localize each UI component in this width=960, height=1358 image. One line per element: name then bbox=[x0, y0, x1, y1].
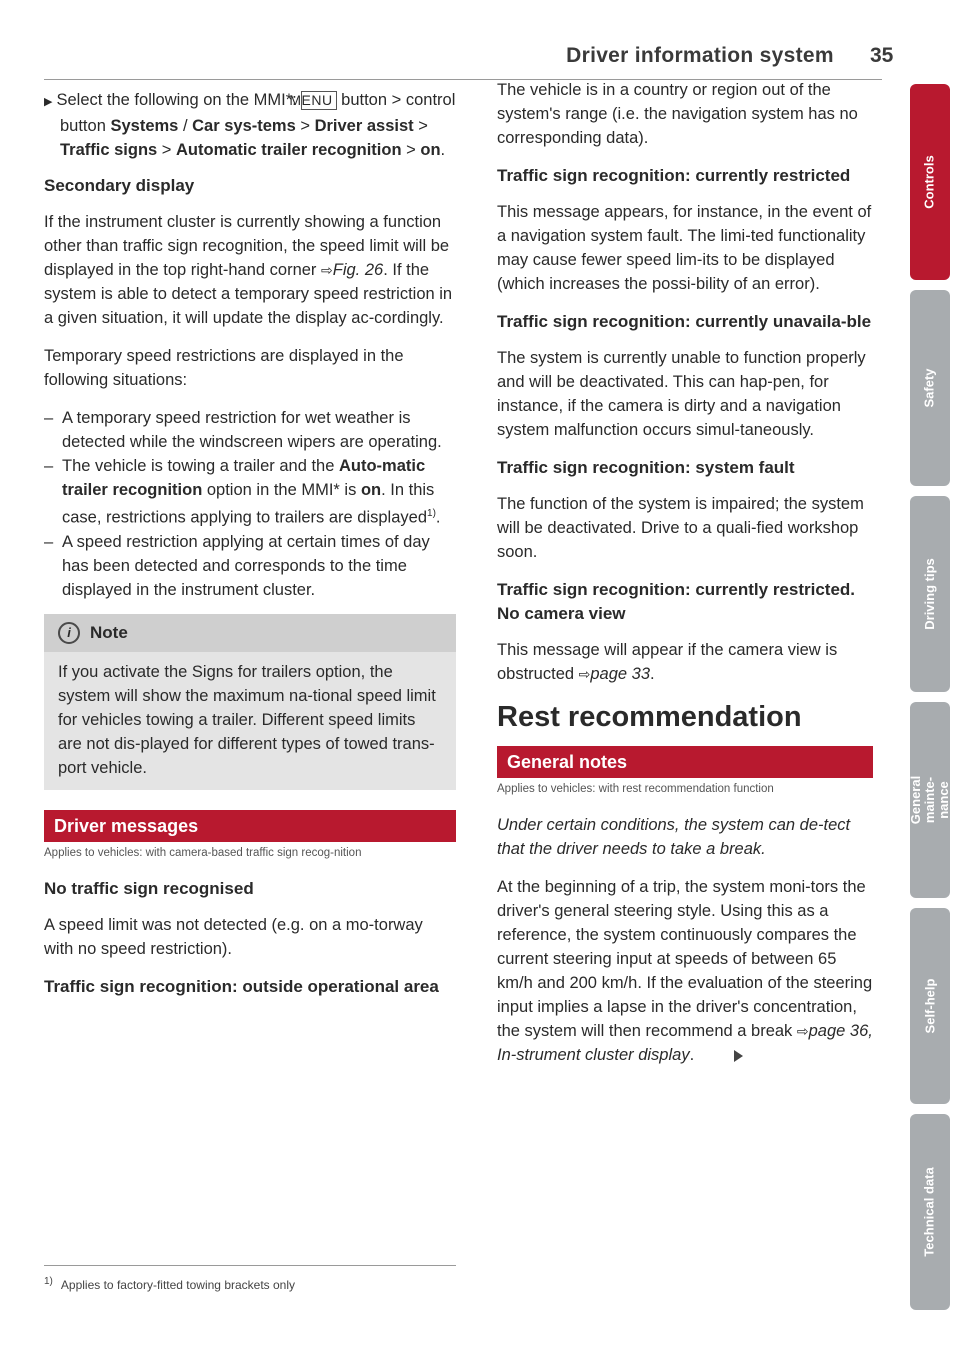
tab-safety[interactable]: Safety bbox=[910, 290, 950, 486]
message-text: The system is currently unable to function properly and will be deactivated. This can hap-pen, for instance, if the camera is dirty and a navigation system malfunction occurs simul-taneously. bbox=[497, 349, 866, 439]
right-column bbox=[497, 78, 873, 1081]
footnote-divider bbox=[44, 1265, 456, 1266]
message-title: No traffic sign recognised bbox=[44, 878, 254, 898]
driver-messages-applies: Applies to vehicles: with camera-based traffic sign recog-nition bbox=[44, 846, 362, 859]
note-text: If you activate the Signs for trailers option, the system will show the maximum na-tional speed limit for vehicles towing a trailer. Different speed limits are not dis-played for different types of towed trans-port vehicle. bbox=[58, 662, 436, 777]
tab-self-help[interactable]: Self-help bbox=[910, 908, 950, 1104]
menu-key: MENU bbox=[301, 91, 336, 110]
message-text: This message will appear if the camera view is obstructed ⇨page 33. bbox=[497, 641, 838, 683]
reference-arrow-icon: ⇨ bbox=[578, 666, 591, 682]
list-item: – A speed restriction applying at certain times of day has been detected and corresponds to the time displayed in the instrument cluster. bbox=[44, 530, 456, 602]
info-icon: i bbox=[58, 622, 80, 644]
message-text: The function of the system is impaired; the system will be deactivated. Drive to a quali-fied workshop soon. bbox=[497, 495, 864, 561]
driver-messages-heading: Driver messages bbox=[44, 810, 456, 842]
footnote-marker: 1) bbox=[427, 508, 436, 519]
continue-arrow-icon bbox=[734, 1050, 743, 1062]
footnote: $^{1)}$ Applies to factory-fitted towing brackets only bbox=[44, 1276, 296, 1292]
list-item: – The vehicle is towing a trailer and the Auto-matic trailer recognition option in the MMI* is on. In this case, restrictions applying to trailers are displayed$^{1)}$. bbox=[44, 454, 456, 530]
general-notes-intro: Under certain conditions, the system can de-tect that the driver needs to take a break. bbox=[497, 816, 851, 858]
message-title: Traffic sign recognition: currently restricted. No camera view bbox=[497, 580, 856, 623]
list-item: – A temporary speed restriction for wet weather is detected while the windscreen wipers are operating. bbox=[44, 406, 456, 454]
reference-arrow-icon: ⇨ bbox=[796, 1023, 809, 1039]
tab-technical-data[interactable]: Technical data bbox=[910, 1114, 950, 1310]
tab-general-maintenance[interactable]: General mainte-nance bbox=[910, 702, 950, 898]
page-number: 35 bbox=[870, 44, 894, 67]
message-text: This message appears, for instance, in the event of a navigation system fault. The limi-ted functionality may cause fewer speed lim-its to be displayed (which increases the possi-bility of an error). bbox=[497, 203, 872, 293]
temporary-restrictions-intro: Temporary speed restrictions are displayed in the following situations: bbox=[44, 347, 404, 389]
note-label: Note bbox=[90, 622, 128, 642]
figure-reference-link[interactable]: Fig. 26 bbox=[332, 261, 384, 279]
secondary-display-text: If the instrument cluster is currently showing a function other than traffic sign recognition, the speed limit will be displayed in the top right-hand corner ⇨Fig. 26. If the system is able to detect a temporary speed restriction in a given situation, it will update the display ac-cordingly. bbox=[44, 213, 453, 327]
secondary-display-heading: Secondary display bbox=[44, 176, 195, 195]
note-box bbox=[44, 614, 456, 790]
general-notes-heading: General notes bbox=[497, 746, 873, 778]
section-heading: Rest recommendation bbox=[497, 701, 802, 733]
message-title: Traffic sign recognition: system fault bbox=[497, 458, 795, 477]
message-title: Traffic sign recognition: currently unavaila-ble bbox=[497, 312, 872, 331]
tab-controls[interactable]: Controls bbox=[910, 84, 950, 280]
message-text: A speed limit was not detected (e.g. on a mo-torway with no speed restriction). bbox=[44, 915, 423, 958]
page-header-title: Driver information system bbox=[566, 44, 834, 67]
page-reference-link[interactable]: page 36, In-strument cluster display bbox=[497, 1022, 873, 1064]
message-title: Traffic sign recognition: outside operational area bbox=[44, 976, 439, 996]
mmi-instruction: ▶ Select the following on the MMI*: MENU button > control button Systems / Car sys-tems > Driver assist > Traffic signs > Automatic trailer recognition > on. bbox=[44, 91, 456, 159]
tab-driving-tips[interactable]: Driving tips bbox=[910, 496, 950, 692]
page-reference-link[interactable]: page 33 bbox=[590, 665, 651, 683]
arrow-right-icon: ▶ bbox=[44, 96, 53, 108]
message-title: Traffic sign recognition: currently restricted bbox=[497, 166, 851, 185]
general-notes-text: At the beginning of a trip, the system moni-tors the driver's general steering style. Using this as a reference, the system continuously compares the current steering input at speeds of between 65 km/h and 200 km/h. If the evaluation of the steering input implies a lapse in the driver's concentration, the system will then recommend a break ⇨page 36, In-strument cluster display. bbox=[497, 878, 873, 1064]
general-notes-applies: Applies to vehicles: with rest recommendation function bbox=[497, 783, 774, 795]
reference-arrow-icon: ⇨ bbox=[321, 262, 333, 278]
restriction-list bbox=[44, 406, 456, 602]
message-text: The vehicle is in a country or region out of the system's range (i.e. the navigation system has no corresponding data). bbox=[497, 81, 858, 147]
left-column bbox=[44, 88, 456, 1011]
note-header bbox=[44, 614, 456, 652]
